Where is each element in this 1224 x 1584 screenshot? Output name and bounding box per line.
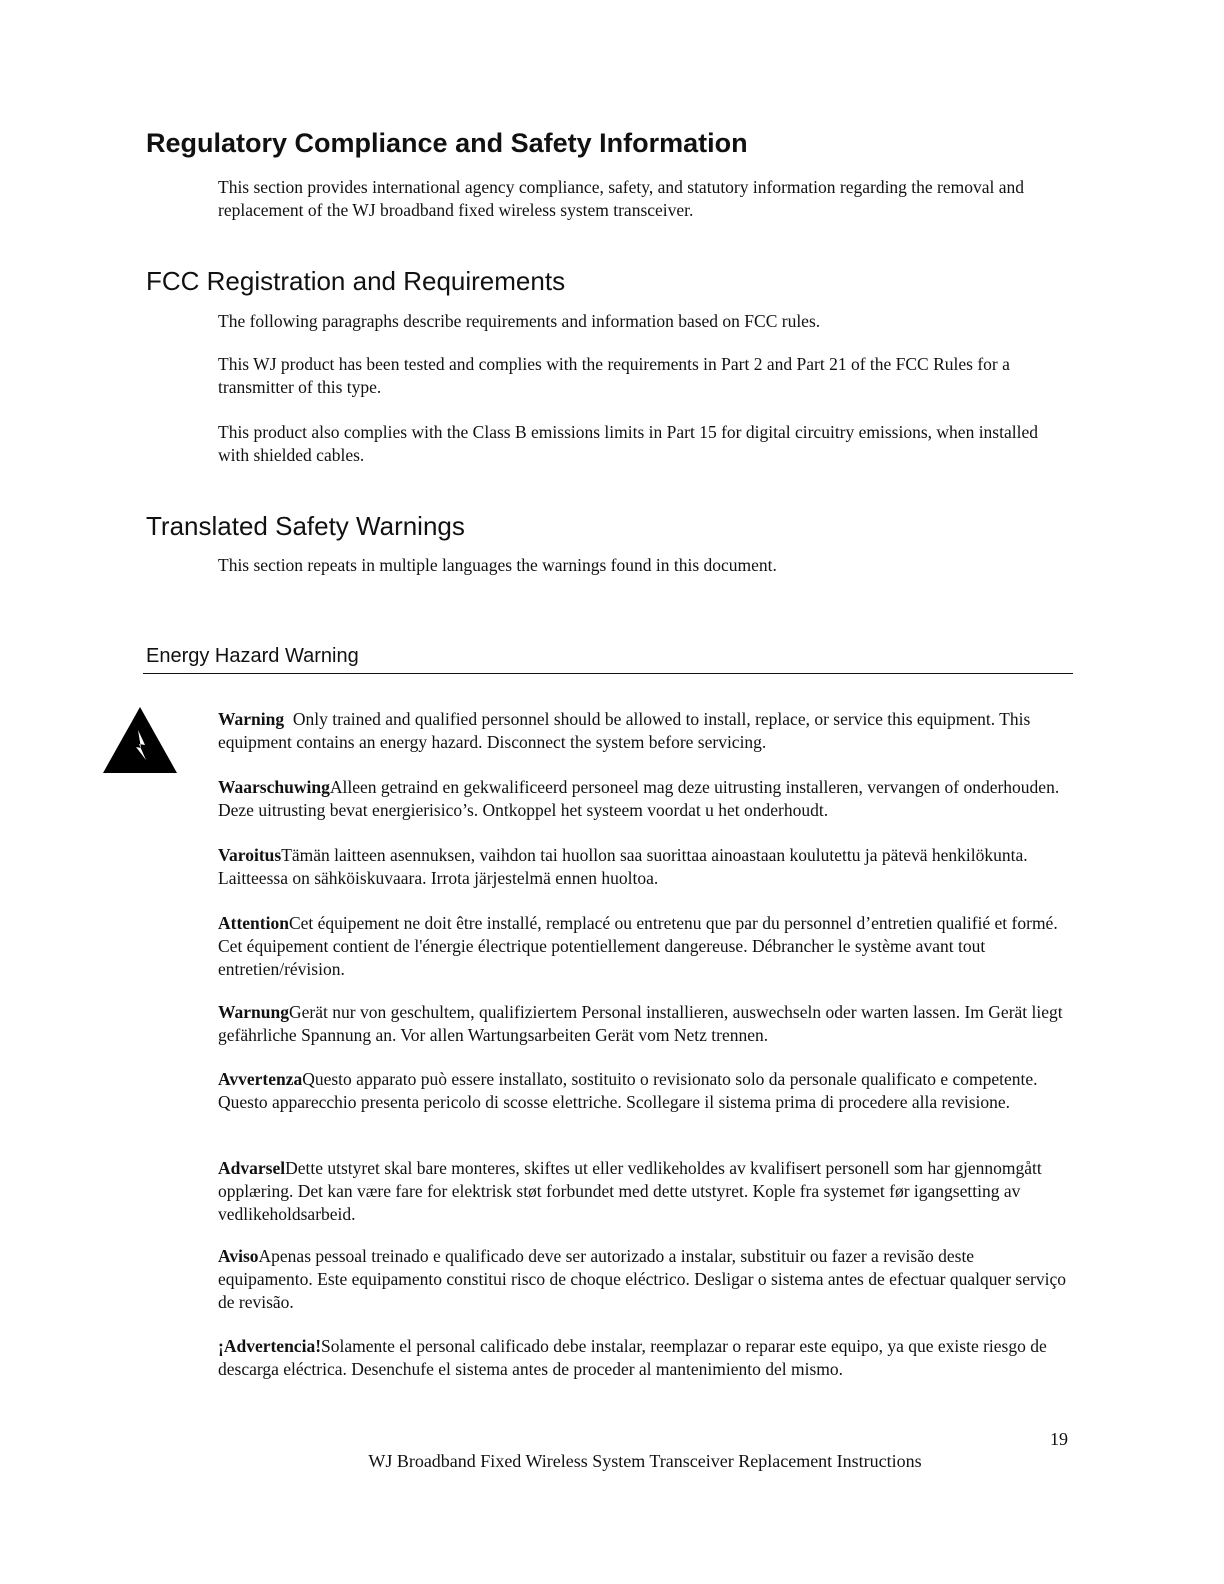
warning-label: Warning: [218, 709, 285, 729]
subsection-title-energy-hazard: Energy Hazard Warning: [146, 645, 359, 667]
warning-norwegian: [218, 1157, 1068, 1226]
warning-label: Attention: [218, 913, 289, 933]
warning-french: [218, 912, 1068, 981]
warning-portuguese: [218, 1245, 1068, 1314]
warning-english: [218, 708, 1068, 754]
warning-italian: [218, 1068, 1068, 1114]
warning-label: Aviso: [218, 1246, 259, 1266]
section-title-translated: Translated Safety Warnings: [146, 511, 465, 541]
warning-german: [218, 1001, 1068, 1047]
warning-label: Waarschuwing: [218, 777, 330, 797]
warning-dutch: [218, 776, 1068, 822]
footer-title: WJ Broadband Fixed Wireless System Transceiver Replacement Instructions: [368, 1451, 922, 1471]
warning-text: Gerät nur von geschultem, qualifiziertem Personal installieren, auswechseln oder warten lassen. Im Gerät liegt gefährliche Spannung an. Vor allen Wartungsarbeiten Gerät vom Netz trennen.: [218, 1002, 1063, 1045]
fcc-paragraph-2: This WJ product has been tested and complies with the requirements in Part 2 and Part 21 of the FCC Rules for a transmitter of this type.: [218, 354, 1010, 397]
warning-text: Questo apparato può essere installato, sostituito o revisionato solo da personale qualificato e competente. Questo apparecchio presenta pericolo di scosse elettriche. Scollegare il sistema prima di procedere alla revisione.: [218, 1069, 1038, 1112]
warning-label: Avvertenza: [218, 1069, 303, 1089]
warning-text: Solamente el personal calificado debe instalar, reemplazar o reparar este equipo, ya que existe riesgo de descarga eléctrica. Desenchufe el sistema antes de proceder al mantenimiento del mismo.: [218, 1336, 1047, 1379]
fcc-paragraph-1: The following paragraphs describe requirements and information based on FCC rules.: [218, 311, 821, 331]
high-voltage-warning-icon: [102, 706, 178, 774]
translated-body: This section repeats in multiple languages the warnings found in this document.: [218, 555, 777, 575]
warning-text: Alleen getraind en gekwalificeerd personeel mag deze uitrusting installeren, vervangen of onderhouden. Deze uitrusting bevat energierisico’s. Ontkoppel het systeem voordat u het onderhoudt.: [218, 777, 1060, 820]
section-title-regulatory: Regulatory Compliance and Safety Information: [146, 128, 748, 158]
section-title-fcc: FCC Registration and Requirements: [146, 266, 566, 296]
heading-rule: [143, 673, 1073, 674]
warning-label: Advarsel: [218, 1158, 286, 1178]
warning-label: ¡Advertencia!: [218, 1336, 322, 1356]
warning-label: Varoitus: [218, 845, 282, 865]
page-number: 19: [1050, 1429, 1068, 1449]
regulatory-body: This section provides international agency compliance, safety, and statutory information regarding the removal and replacement of the WJ broadband fixed wireless system transceiver.: [218, 177, 1025, 220]
fcc-paragraph-3: This product also complies with the Class B emissions limits in Part 15 for digital circuitry emissions, when installed with shielded cables.: [218, 422, 1038, 465]
warning-spanish: [218, 1335, 1068, 1381]
warning-text: Apenas pessoal treinado e qualificado deve ser autorizado a instalar, substituir ou fazer a revisão deste equipamento. Este equipamento constitui risco de choque eléctrico. Desligar o sistema antes de efectuar qualquer serviço de revisão.: [218, 1246, 1066, 1312]
warning-finnish: [218, 844, 1068, 890]
warning-text: Cet équipement ne doit être installé, remplacé ou entretenu que par du personnel d’entretien qualifié et formé. Cet équipement contient de l'énergie électrique potentiellement dangereuse. Débrancher le système avant tout entretien/révision.: [218, 913, 1058, 979]
warning-text: Tämän laitteen asennuksen, vaihdon tai huollon saa suorittaa ainoastaan koulutettu ja pätevä henkilökunta. Laitteessa on sähköiskuvaara. Irrota järjestelmä ennen huoltoa.: [218, 845, 1028, 888]
warning-text: Only trained and qualified personnel should be allowed to install, replace, or service this equipment. This equipment contains an energy hazard. Disconnect the system before servicing.: [218, 709, 1031, 752]
warning-text: Dette utstyret skal bare monteres, skiftes ut eller vedlikeholdes av kvalifisert personell som har gjennomgått opplæring. Det kan være fare for elektrisk støt forbundet med dette utstyret. Kople fra systemet før igangsetting av vedlikeholdsarbeid.: [218, 1158, 1042, 1224]
warning-label: Warnung: [218, 1002, 289, 1022]
